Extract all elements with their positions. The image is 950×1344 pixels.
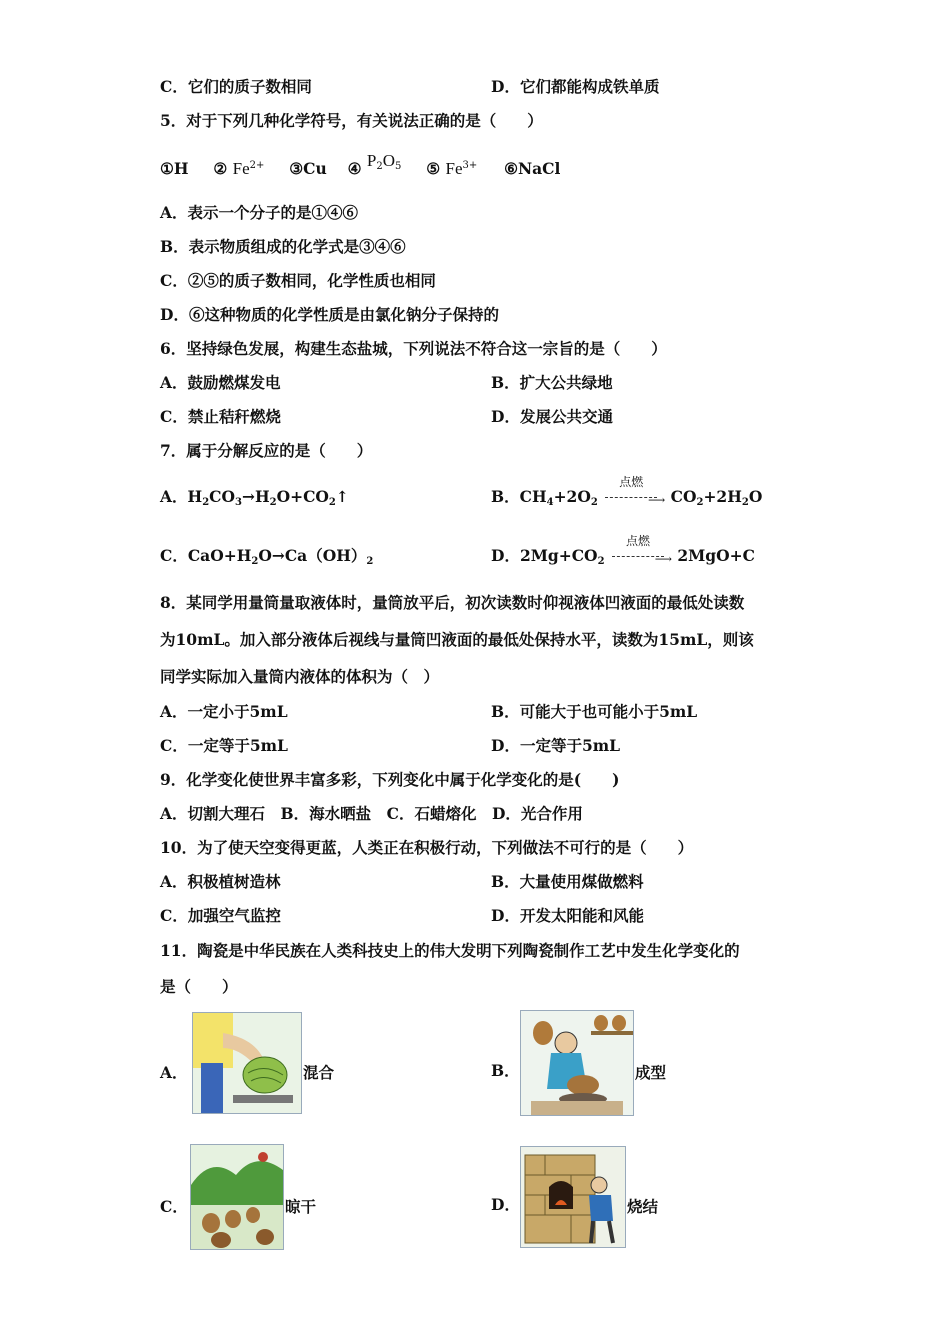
reaction-arrow	[603, 475, 666, 508]
q8-option-d: D．一定等于5mL	[491, 736, 621, 755]
q5-symbol-4-o: O	[382, 151, 395, 170]
q11-option-c-text: 晾干	[285, 1197, 317, 1216]
q7-a-p1: 2	[202, 497, 210, 508]
arrow-head-icon: ⟶	[648, 493, 666, 507]
q5-symbol-4-o-sub: 5	[395, 161, 402, 172]
q5-option-c: C．②⑤的质子数相同，化学性质也相同	[160, 271, 436, 290]
q7-b-l0: CH	[519, 487, 547, 506]
q11-option-a-text: 混合	[303, 1063, 335, 1082]
q5-symbol-2-sup: 2+	[249, 160, 265, 171]
q6-stem: 6．坚持绿色发展，构建生态盐城，下列说法不符合这一宗旨的是（ ）	[160, 339, 667, 358]
q7-c-p2: O→Ca（OH）	[258, 546, 367, 565]
q5-symbol-4-num: ④	[347, 159, 362, 178]
q7-d-right: 2MgO+C	[677, 546, 755, 565]
shaping-pottery-image	[520, 1010, 634, 1116]
q7-a-p4: →H	[241, 487, 270, 506]
q10-option-c: C．加强空气监控	[160, 906, 281, 925]
q8-option-c: C．一定等于5mL	[160, 736, 288, 755]
q5-symbols	[160, 151, 561, 185]
q4-option-d: D．它们都能构成铁单质	[491, 77, 660, 96]
q7-d-condition: 点燃	[625, 534, 650, 548]
q7-a-p0: H	[187, 487, 203, 506]
q5-symbol-2-num: ②	[213, 159, 228, 178]
q11-option-d-label: D．	[491, 1195, 520, 1214]
q6-option-a: A．鼓励燃煤发电	[160, 373, 281, 392]
q7-b-l1: 4	[546, 497, 554, 508]
q9-stem: 9．化学变化使世界丰富多彩，下列变化中属于化学变化的是( )	[160, 770, 620, 789]
q8-stem-line-2: 为10mL。加入部分液体后视线与量筒凹液面的最低处保持水平，读数为15mL，则该	[160, 630, 754, 649]
arrow-head-icon: ⟶	[654, 552, 672, 566]
q7-option-c	[160, 546, 373, 572]
q5-symbol-5-sup: 3+	[462, 160, 478, 171]
q7-option-b-label: B．	[491, 487, 520, 506]
q7-c-p0: CaO+H	[187, 546, 252, 565]
q11-option-b-text: 成型	[635, 1063, 667, 1082]
q5-option-a: A．表示一个分子的是①④⑥	[160, 203, 359, 222]
q5-stem: 5．对于下列几种化学符号，有关说法正确的是（ ）	[160, 111, 543, 130]
drying-pottery-image	[190, 1144, 284, 1250]
q7-option-d	[491, 534, 755, 572]
q7-a-p7: 2	[328, 497, 336, 508]
q4-option-c: C．它们的质子数相同	[160, 77, 312, 96]
q7-c-p3: 2	[366, 556, 374, 567]
q7-b-r1: 2	[696, 497, 704, 508]
q9-options: A．切割大理石 B．海水晒盐 C．石蜡熔化 D．光合作用	[160, 804, 583, 823]
q8-stem-line-3: 同学实际加入量筒内液体的体积为（ ）	[160, 667, 440, 686]
q11-stem-line-1: 11．陶瓷是中华民族在人类科技史上的伟大发明下列陶瓷制作工艺中发生化学变化的	[160, 941, 740, 960]
q5-symbol-4-p: P	[366, 151, 377, 170]
q5-symbol-5-base: Fe	[445, 159, 463, 178]
q8-option-a: A．一定小于5mL	[160, 702, 288, 721]
q10-option-a: A．积极植树造林	[160, 872, 281, 891]
q5-symbol-1: ①H	[160, 159, 189, 178]
q6-option-b: B．扩大公共绿地	[491, 373, 613, 392]
q7-b-r0: CO	[670, 487, 697, 506]
q7-a-p2: CO	[209, 487, 235, 506]
q11-option-a-label: A．	[160, 1063, 188, 1082]
q7-option-a	[160, 487, 349, 513]
q10-option-b: B．大量使用煤做燃料	[491, 872, 644, 891]
q11-option-b-label: B．	[491, 1061, 520, 1080]
q7-a-p6: O+CO	[276, 487, 329, 506]
q8-option-b: B．可能大于也可能小于5mL	[491, 702, 698, 721]
q7-option-c-label: C．	[160, 546, 188, 565]
q7-a-p8: ↑	[335, 487, 349, 506]
q6-option-c: C．禁止秸秆燃烧	[160, 407, 281, 426]
q7-b-condition: 点燃	[619, 475, 644, 489]
q7-b-r3: 2	[741, 497, 749, 508]
q7-option-a-label: A．	[160, 487, 188, 506]
q7-a-p3: 3	[235, 497, 242, 508]
q5-symbol-6: ⑥NaCl	[504, 159, 561, 178]
q8-stem-line-1: 8．某同学用量筒量取液体时，量筒放平后，初次读数时仰视液体凹液面的最低处读数	[160, 593, 745, 612]
q7-b-l2: +2O	[553, 487, 591, 506]
q5-symbol-5-num: ⑤	[426, 159, 441, 178]
q6-option-d: D．发展公共交通	[491, 407, 613, 426]
q7-option-d-label: D．	[491, 546, 520, 565]
q5-option-d: D．⑥这种物质的化学性质是由氯化钠分子保持的	[160, 305, 499, 324]
q5-symbol-4-p-sub: 2	[376, 161, 383, 172]
q7-b-r4: O	[748, 487, 763, 506]
q5-symbol-3: ③Cu	[289, 159, 327, 178]
q5-symbol-2-base: Fe	[232, 159, 250, 178]
q5-option-b: B．表示物质组成的化学式是③④⑥	[160, 237, 406, 256]
q10-option-d: D．开发太阳能和风能	[491, 906, 644, 925]
mixing-clay-image	[192, 1012, 302, 1114]
q11-stem-line-2: 是（ ）	[160, 977, 238, 996]
q7-d-l1: 2	[597, 556, 605, 567]
q7-c-p1: 2	[251, 556, 259, 567]
q7-a-p5: 2	[269, 497, 277, 508]
q7-d-l0: 2Mg+CO	[519, 546, 598, 565]
reaction-arrow	[610, 534, 672, 567]
q10-stem: 10．为了使天空变得更蓝，人类正在积极行动，下列做法不可行的是（ ）	[160, 838, 694, 857]
q7-b-l3: 2	[590, 497, 598, 508]
kiln-firing-image	[520, 1146, 626, 1248]
q11-option-c-label: C．	[160, 1197, 188, 1216]
q7-stem: 7．属于分解反应的是（ ）	[160, 441, 373, 460]
q11-option-d-text: 烧结	[627, 1197, 659, 1216]
q7-option-b	[491, 475, 763, 513]
q7-b-r2: +2H	[703, 487, 742, 506]
